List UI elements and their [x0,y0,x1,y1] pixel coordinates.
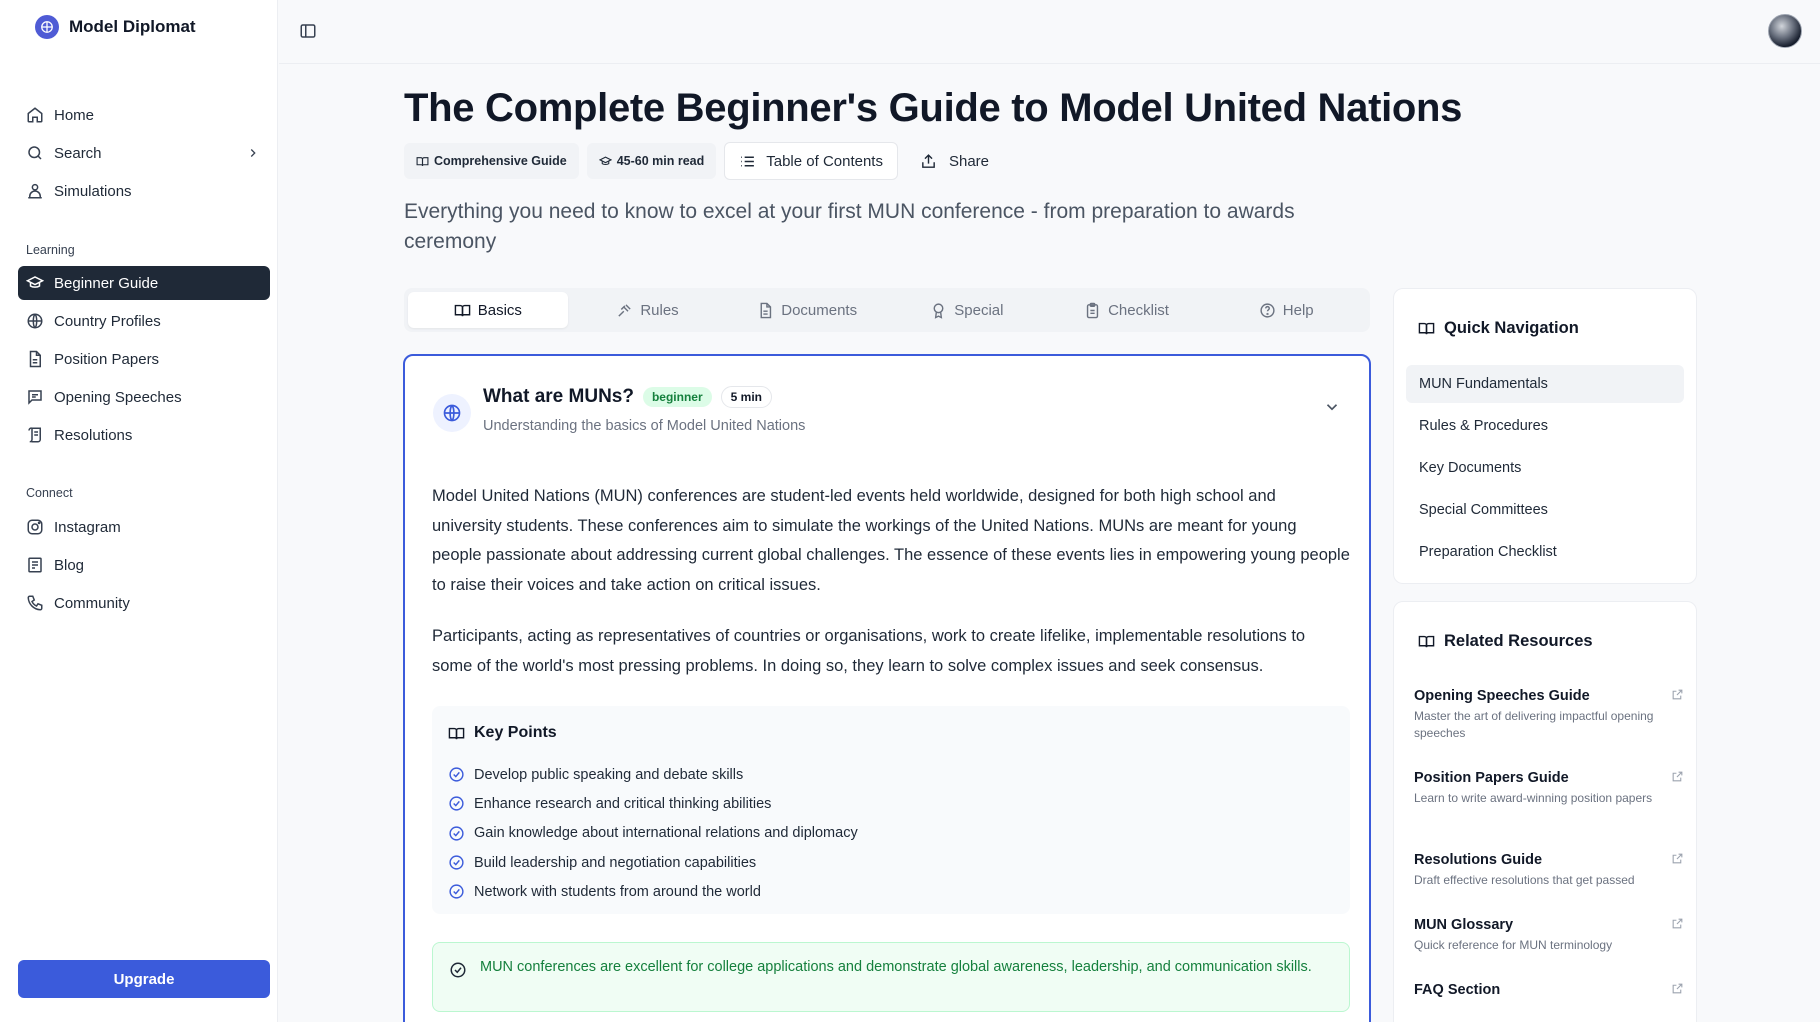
quick-nav-item[interactable]: Key Documents [1419,460,1522,476]
check-circle-icon [448,825,465,842]
app-name: Model Diplomat [69,17,196,36]
logo-icon [35,15,59,39]
list-item [448,760,858,789]
quick-nav-item[interactable]: Rules & Procedures [1419,418,1548,434]
tab-label: Basics [477,301,522,319]
resource-title: Opening Speeches Guide [1414,688,1590,704]
resource-title: FAQ Section [1414,982,1501,998]
tab-rules[interactable] [568,292,728,328]
book-icon [1418,633,1435,650]
sidebar-item-label: Position Papers [54,350,160,368]
resource-description: Learn to write award-winning position papers [1414,791,1653,805]
resource-link[interactable] [1414,982,1684,998]
tab-help[interactable] [1206,292,1366,328]
upgrade-button[interactable]: Upgrade [18,960,270,998]
tip-callout [432,942,1350,1012]
share-icon [920,153,937,170]
resource-link[interactable] [1414,688,1684,742]
sidebar-item-search[interactable] [18,136,270,170]
page-title: The Complete Beginner's Guide to Model United Nations [404,86,1463,130]
sidebar-item-opening-speeches[interactable] [18,380,270,414]
section-title: What are MUNs? [483,386,634,407]
sidebar-item-position-papers[interactable] [18,342,270,376]
sidebar-item-beginner-guide[interactable] [18,266,270,300]
search-icon [26,144,44,162]
simulations-icon [26,182,44,200]
award-icon [930,302,947,319]
list-item [448,877,858,906]
sidebar-item-label: Search [54,144,102,162]
blog-icon [26,556,44,574]
sidebar-item-community[interactable] [18,586,270,620]
document-icon [757,302,774,319]
list-item-text: Build leadership and negotiation capabilities [474,854,757,871]
sidebar-item-simulations[interactable] [18,174,270,208]
home-icon [26,106,44,124]
panel-title-text: Quick Navigation [1444,319,1579,337]
tip-text: MUN conferences are excellent for college applications and demonstrate global awareness, leadership, and communication skills. [480,959,1312,975]
guide-badge-label: Comprehensive Guide [434,154,567,168]
phone-icon [26,594,44,612]
guide-badge [404,143,579,179]
check-circle-icon [448,766,465,783]
chevron-down-icon[interactable] [1323,398,1341,416]
sidebar-item-label: Simulations [54,182,132,200]
learning-heading: Learning [26,243,75,257]
guide-tabs [404,288,1370,332]
globe-icon [442,403,462,423]
list-item [448,819,858,848]
tab-label: Special [954,301,1004,319]
quick-navigation-panel [1393,288,1697,584]
sidebar-item-home[interactable] [18,98,270,132]
gavel-icon [616,302,633,319]
sidebar-item-label: Opening Speeches [54,388,182,406]
quick-nav-item[interactable]: Special Committees [1419,502,1548,518]
list-item [448,789,858,818]
tab-documents[interactable] [727,292,887,328]
sidebar-item-blog[interactable] [18,548,270,582]
avatar[interactable] [1768,14,1802,48]
section-paragraph: Participants, acting as representatives of countries or organisations, work to create lifelike, implementable resolutions to some of the world's most pressing problems. In doing so, they learn to solve complex issues and seek consensus. [432,627,1306,675]
list-item-text: Network with students from around the world [474,883,761,900]
connect-nav [18,510,270,624]
tab-checklist[interactable] [1047,292,1207,328]
panel-title-text: Related Resources [1444,632,1593,650]
sidebar-item-resolutions[interactable] [18,418,270,452]
help-icon [1259,302,1276,319]
key-points-list [448,760,858,906]
list-item-text: Gain knowledge about international relations and diplomacy [474,825,858,842]
quick-nav-item[interactable]: MUN Fundamentals [1406,365,1684,403]
sidebar-item-label: Resolutions [54,426,133,444]
resource-link[interactable] [1414,917,1684,954]
check-circle-icon [449,961,467,979]
graduation-cap-icon [599,155,612,168]
key-points-box [432,706,1350,914]
resource-description: Draft effective resolutions that get passed [1414,873,1635,887]
key-points-title-text: Key Points [474,724,557,741]
section-icon [433,394,471,432]
brand[interactable] [35,15,196,39]
page-subtitle: Everything you need to know to excel at your first MUN conference - from preparation to awards ceremony [404,200,1295,253]
check-circle-icon [448,854,465,871]
sidebar-item-label: Instagram [54,518,121,536]
section-paragraph: Model United Nations (MUN) conferences are student-led events held worldwide, designed for both high school and university students. These conferences aim to simulate the workings of the United Nations. MUNs are meant for young people passionate about addressing current global challenges. The essence of these events lies in empowering young people to raise their voices and take action on critical issues. [432,487,1350,594]
external-link-icon [1671,852,1684,865]
graduation-cap-icon [26,274,44,292]
tab-basics[interactable] [408,292,568,328]
sidebar-item-label: Country Profiles [54,312,161,330]
sidebar-toggle-icon[interactable] [299,22,317,40]
globe-icon [26,312,44,330]
learning-nav [18,266,270,456]
section-subtitle: Understanding the basics of Model United Nations [483,418,806,434]
book-icon [416,155,429,168]
book-icon [454,302,471,319]
book-icon [1418,320,1435,337]
check-circle-icon [448,795,465,812]
resource-description: Master the art of delivering impactful opening speeches [1414,709,1654,740]
resource-link[interactable] [1414,852,1684,889]
check-circle-icon [448,883,465,900]
scroll-icon [26,426,44,444]
related-resources-panel [1393,601,1697,1022]
list-item [448,848,858,877]
tab-label: Checklist [1108,301,1169,319]
key-points-title [448,724,557,742]
sidebar [0,0,278,1022]
tab-label: Rules [640,301,679,319]
chevron-right-icon [246,146,260,160]
share-label: Share [948,152,990,170]
list-icon [739,153,756,170]
table-of-contents-button[interactable] [724,142,898,180]
section-header[interactable] [483,386,772,408]
tab-label: Documents [781,301,858,319]
related-resources-title [1418,632,1593,651]
tab-special[interactable] [887,292,1047,328]
toc-label: Table of Contents [766,152,883,170]
sidebar-item-label: Blog [54,556,85,574]
resource-title: MUN Glossary [1414,917,1514,933]
list-item-text: Enhance research and critical thinking abilities [474,795,772,812]
resource-title: Position Papers Guide [1414,770,1569,786]
message-icon [26,388,44,406]
external-link-icon [1671,688,1684,701]
resource-title: Resolutions Guide [1414,852,1543,868]
section-card [403,354,1371,1022]
connect-heading: Connect [26,486,73,500]
share-button[interactable] [906,142,999,180]
main-nav [18,98,270,212]
external-link-icon [1671,770,1684,783]
sidebar-item-label: Beginner Guide [54,274,159,292]
sidebar-item-label: Community [54,594,130,612]
book-icon [448,725,465,742]
list-item-text: Develop public speaking and debate skills [474,766,744,783]
resource-description: Quick reference for MUN terminology [1414,938,1613,952]
sidebar-item-country-profiles[interactable] [18,304,270,338]
level-badge: beginner [643,387,712,407]
external-link-icon [1671,982,1684,995]
read-time-label: 45-60 min read [616,154,705,168]
clipboard-icon [1084,302,1101,319]
quick-nav-item[interactable]: Preparation Checklist [1419,544,1557,560]
duration-badge: 5 min [721,386,772,408]
instagram-icon [26,518,44,536]
document-icon [26,350,44,368]
topbar [279,0,1820,64]
sidebar-item-label: Home [54,106,95,124]
tab-label: Help [1282,301,1314,319]
page-meta [404,142,999,180]
quick-navigation-title [1418,319,1579,338]
sidebar-item-instagram[interactable] [18,510,270,544]
read-time-badge [587,143,717,179]
resource-link[interactable] [1414,770,1684,807]
external-link-icon [1671,917,1684,930]
